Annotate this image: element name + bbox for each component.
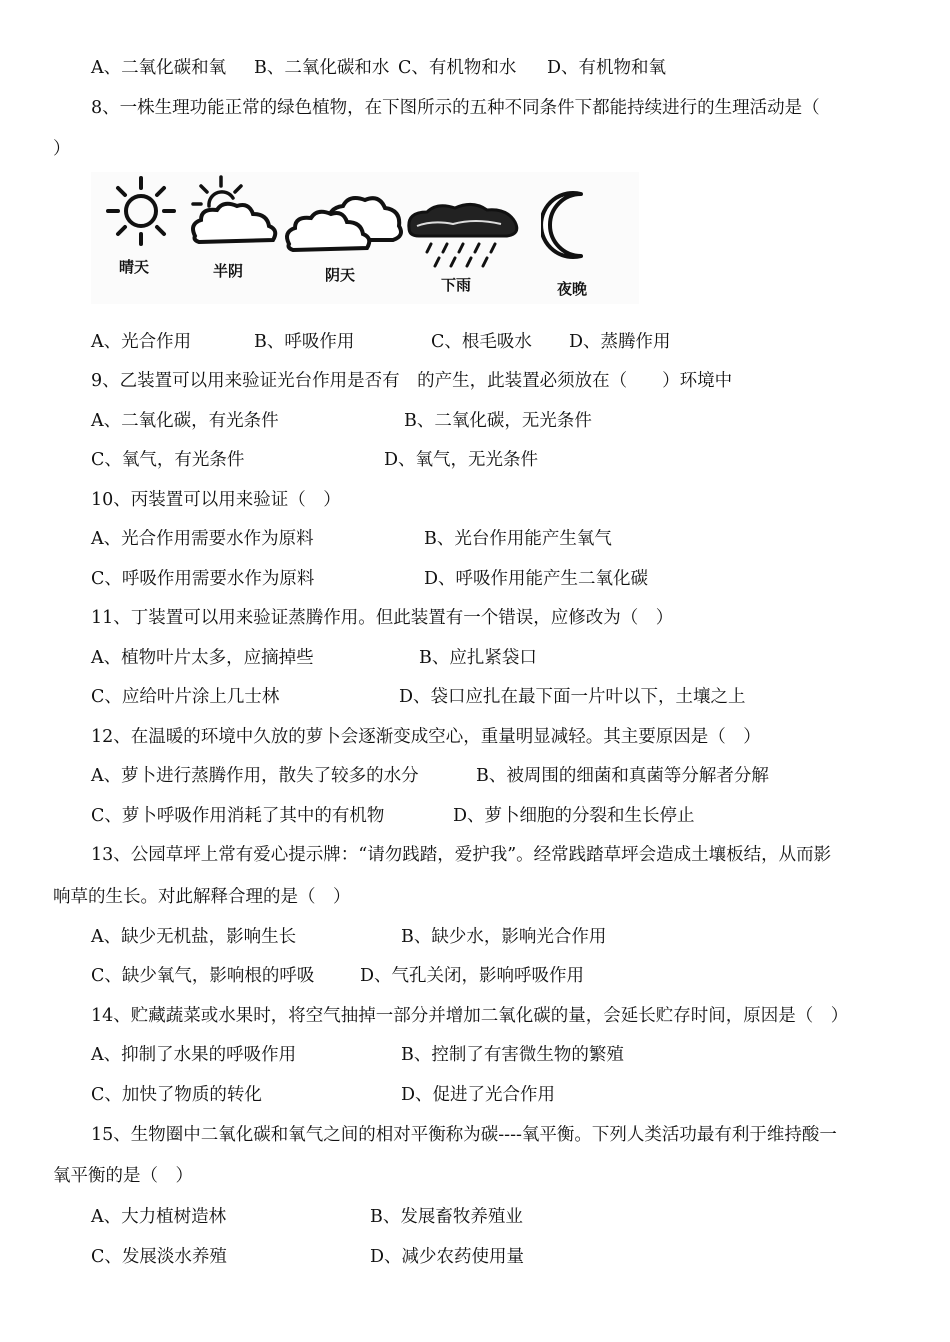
rain-icon xyxy=(403,202,523,272)
weather-label-sunny: 晴天 xyxy=(119,258,150,276)
sun-icon xyxy=(101,176,181,246)
moon-icon xyxy=(541,190,601,260)
weather-label-overcast: 阴天 xyxy=(325,266,356,284)
q15-stem: 15、生物圈中二氧化碳和氧气之间的相对平衡称为碳----氧平衡。下列人类活功最有利于维持酸一 xyxy=(91,1125,837,1145)
q12-option-a: A、萝卜进行蒸腾作用，散失了较多的水分 xyxy=(91,766,419,786)
q15-option-a: A、大力植树造林 xyxy=(91,1207,227,1227)
q8-option-a: A、光合作用 xyxy=(91,332,192,352)
q8-option-c: C、根毛吸水 xyxy=(431,332,532,352)
q9-option-c: C、氧气，有光条件 xyxy=(91,450,245,470)
q9-stem: 9、乙装置可以用来验证光台作用是否有 的产生，此装置必须放在（ ）环境中 xyxy=(91,371,733,391)
q13-option-d: D、气孔关闭，影响呼吸作用 xyxy=(360,966,585,986)
partly-cloudy-icon xyxy=(187,174,283,252)
q9-option-d: D、氧气，无光条件 xyxy=(384,450,539,470)
q12-option-d: D、萝卜细胞的分裂和生长停止 xyxy=(453,806,695,826)
q10-option-d: D、呼吸作用能产生二氧化碳 xyxy=(424,569,649,589)
q14-option-b: B、控制了有害微生物的繁殖 xyxy=(401,1045,624,1065)
q13-option-b: B、缺少水，影响光合作用 xyxy=(401,927,607,947)
q7-option-b: B、二氧化碳和水 xyxy=(254,58,390,78)
q13-stem: 13、公园草坪上常有爱心提示牌：“请勿践踏，爱护我”。经常践踏草坪会造成土壤板结，从而影 xyxy=(91,845,832,865)
q10-option-c: C、呼吸作用需要水作为原料 xyxy=(91,569,315,589)
q7-option-d: D、有机物和氧 xyxy=(547,58,667,78)
q15-option-c: C、发展淡水养殖 xyxy=(91,1247,227,1267)
weather-label-partly-cloudy: 半阴 xyxy=(213,262,244,280)
q9-option-a: A、二氧化碳，有光条件 xyxy=(91,411,279,431)
q7-option-a: A、二氧化碳和氧 xyxy=(91,58,227,78)
weather-figure xyxy=(91,172,639,304)
q13-option-a: A、缺少无机盐，影响生长 xyxy=(91,927,297,947)
q10-option-b: B、光台作用能产生氧气 xyxy=(424,529,612,549)
q15-option-d: D、减少农药使用量 xyxy=(370,1247,525,1267)
q13-stem-continuation: 响草的生长。对此解释合理的是（ ） xyxy=(53,887,351,907)
q15-option-b: B、发展畜牧养殖业 xyxy=(370,1207,523,1227)
q14-option-a: A、抑制了水果的呼吸作用 xyxy=(91,1045,297,1065)
weather-label-night: 夜晚 xyxy=(557,280,588,298)
q8-stem: 8、一株生理功能正常的绿色植物，在下图所示的五种不同条件下都能持续进行的生理活动是（ xyxy=(91,98,820,118)
q9-option-b: B、二氧化碳，无光条件 xyxy=(404,411,592,431)
q13-option-c: C、缺少氧气，影响根的呼吸 xyxy=(91,966,315,986)
q11-option-d: D、袋口应扎在最下面一片叶以下，土壤之上 xyxy=(399,687,746,707)
q11-option-c: C、应给叶片涂上几士林 xyxy=(91,687,280,707)
q10-option-a: A、光合作用需要水作为原料 xyxy=(91,529,314,549)
q8-stem-continuation: ） xyxy=(53,139,71,159)
q10-stem: 10、丙装置可以用来验证（ ） xyxy=(91,490,341,510)
q12-option-c: C、萝卜呼吸作用消耗了其中的有机物 xyxy=(91,806,385,826)
q15-stem-continuation: 氧平衡的是（ ） xyxy=(53,1166,193,1186)
q8-option-b: B、呼吸作用 xyxy=(254,332,355,352)
q12-option-b: B、被周围的细菌和真菌等分解者分解 xyxy=(476,766,769,786)
q14-stem: 14、贮藏蔬菜或水果时，将空气抽掉一部分并增加二氧化碳的量，会延长贮存时间，原因是（ ） xyxy=(91,1006,849,1026)
q11-option-b: B、应扎紧袋口 xyxy=(419,648,537,668)
q11-option-a: A、植物叶片太多，应摘掉些 xyxy=(91,648,314,668)
q8-option-d: D、蒸腾作用 xyxy=(569,332,671,352)
q11-stem: 11、丁装置可以用来验证蒸腾作用。但此装置有一个错误，应修改为（ ） xyxy=(91,608,674,628)
q12-stem: 12、在温暖的环境中久放的萝卜会逐渐变成空心，重量明显减轻。其主要原因是（ ） xyxy=(91,727,761,747)
q7-option-c: C、有机物和水 xyxy=(398,58,517,78)
weather-label-rain: 下雨 xyxy=(441,276,472,294)
q14-option-d: D、促进了光合作用 xyxy=(401,1085,556,1105)
cloudy-icon xyxy=(283,190,407,256)
q14-option-c: C、加快了物质的转化 xyxy=(91,1085,262,1105)
